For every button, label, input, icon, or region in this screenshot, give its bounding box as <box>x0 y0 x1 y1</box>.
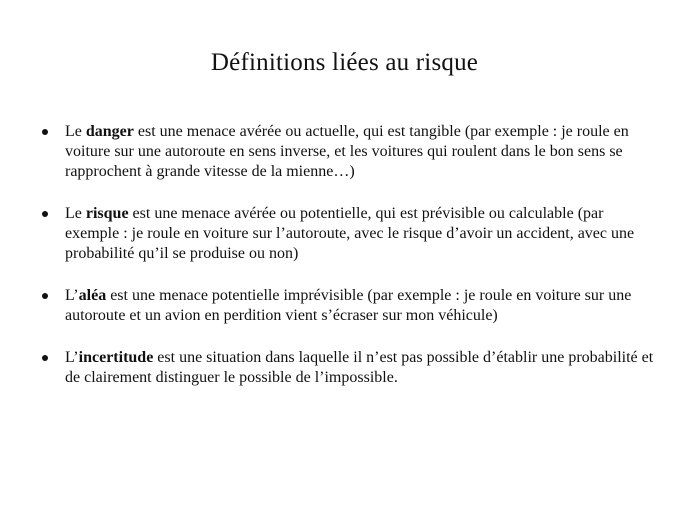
definition-prefix: L’ <box>65 349 79 366</box>
definition-text: est une situation dans laquelle il n’est pas possible d’établir une probabilité et de clairement distinguer le possible de l’impossible. <box>65 349 654 386</box>
definition-prefix: Le <box>65 205 86 222</box>
definition-term: incertitude <box>78 349 154 366</box>
definition-prefix: L’ <box>65 287 79 304</box>
definition-text: est une menace avérée ou actuelle, qui est tangible (par exemple : je roule en voiture sur une autoroute en sens inverse, et les voitures qui roulent dans le bon sens se rapprochent à grande vitesse de la mienne…) <box>65 123 629 180</box>
definition-term: aléa <box>78 287 107 304</box>
bullet-icon <box>42 355 48 361</box>
definition-text: est une menace avérée ou potentielle, qui est prévisible ou calculable (par exemple : je roule en voiture sur l’autoroute, avec le risque d’avoir un accident, avec une probabilité qu’il se produise ou non) <box>65 205 635 262</box>
definition-term: danger <box>85 123 134 140</box>
definition-incertitude <box>40 348 660 388</box>
definition-term: risque <box>85 205 129 222</box>
definitions-list <box>40 122 660 410</box>
definition-alea <box>40 286 660 326</box>
definition-prefix: Le <box>65 123 86 140</box>
definition-text: est une menace potentielle imprévisible (par exemple : je roule en voiture sur une autoroute et un avion en perdition vient s’écraser sur mon véhicule) <box>65 287 632 324</box>
bullet-icon <box>42 293 48 299</box>
slide-title: Définitions liées au risque <box>210 49 479 76</box>
bullet-icon <box>42 129 48 135</box>
bullet-icon <box>42 211 48 217</box>
definition-risque <box>40 204 660 264</box>
definition-danger <box>40 122 660 182</box>
